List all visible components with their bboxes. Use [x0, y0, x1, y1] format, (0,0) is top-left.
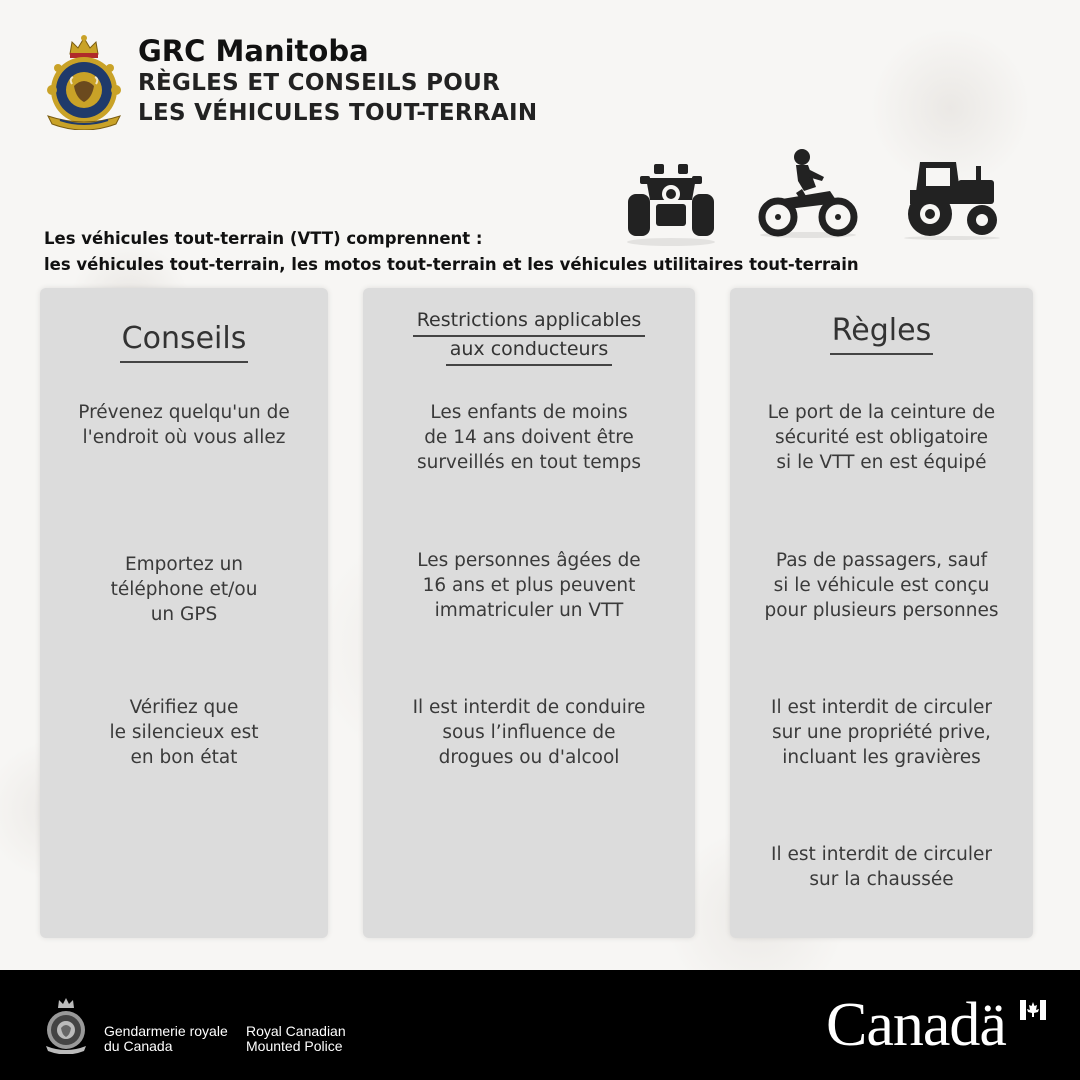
panel-regles	[730, 288, 1033, 938]
regles-item: Il est interdit de circuler sur une propriété prive, incluant les gravières	[771, 697, 992, 768]
regles-item: Il est interdit de circuler sur la chaussée	[771, 844, 992, 890]
page-title: GRC Manitoba	[138, 34, 369, 68]
regles-item: Le port de la ceinture de sécurité est obligatoire si le VTT en est équipé	[767, 402, 996, 473]
crest-icon	[42, 32, 126, 130]
restrictions-item: Il est interdit de conduire sous l’influence de drogues ou d'alcool	[412, 697, 646, 768]
conseils-item: Vérifiez que le silencieux est en bon état	[109, 697, 259, 768]
regles-heading	[730, 314, 1033, 355]
panel-conseils	[40, 288, 328, 938]
panel-restrictions	[363, 288, 695, 938]
page-subtitle-line2: LES VÉHICULES TOUT-TERRAIN	[138, 100, 538, 126]
title-block	[138, 34, 537, 128]
footer-org-en: Royal Canadian Mounted Police	[246, 1023, 346, 1054]
restrictions-item: Les personnes âgées de 16 ans et plus peuvent immatriculer un VTT	[417, 550, 641, 621]
conseils-item: Emportez un téléphone et/ou un GPS	[110, 554, 258, 625]
intro	[44, 226, 1054, 278]
intro-line2: les véhicules tout-terrain, les motos tout-terrain et les véhicules utilitaires tout-terrain	[44, 255, 859, 274]
restrictions-item: Les enfants de moins de 14 ans doivent être surveillés en tout temps	[416, 402, 642, 473]
restrictions-heading-line2: aux conducteurs	[446, 337, 613, 366]
footer-org-fr: Gendarmerie royale du Canada	[104, 1023, 228, 1054]
restrictions-heading-line1: Restrictions applicables	[413, 308, 646, 337]
regles-item: Pas de passagers, sauf si le véhicule est conçu pour plusieurs personnes	[764, 550, 999, 621]
conseils-heading	[40, 322, 328, 363]
page-subtitle-line1: RÈGLES ET CONSEILS POUR	[138, 70, 501, 96]
intro-line1: Les véhicules tout-terrain (VTT) comprennent :	[44, 229, 483, 248]
crest-icon	[42, 996, 90, 1054]
canada-wordmark: Canadä	[826, 991, 1006, 1059]
conseils-item: Prévenez quelqu'un de l'endroit où vous allez	[78, 402, 290, 448]
footer	[0, 970, 1080, 1080]
conseils-heading-text: Conseils	[120, 322, 249, 363]
maple-leaf-flag-icon	[1020, 1000, 1046, 1020]
restrictions-heading	[363, 308, 695, 366]
regles-heading-text: Règles	[830, 314, 933, 355]
